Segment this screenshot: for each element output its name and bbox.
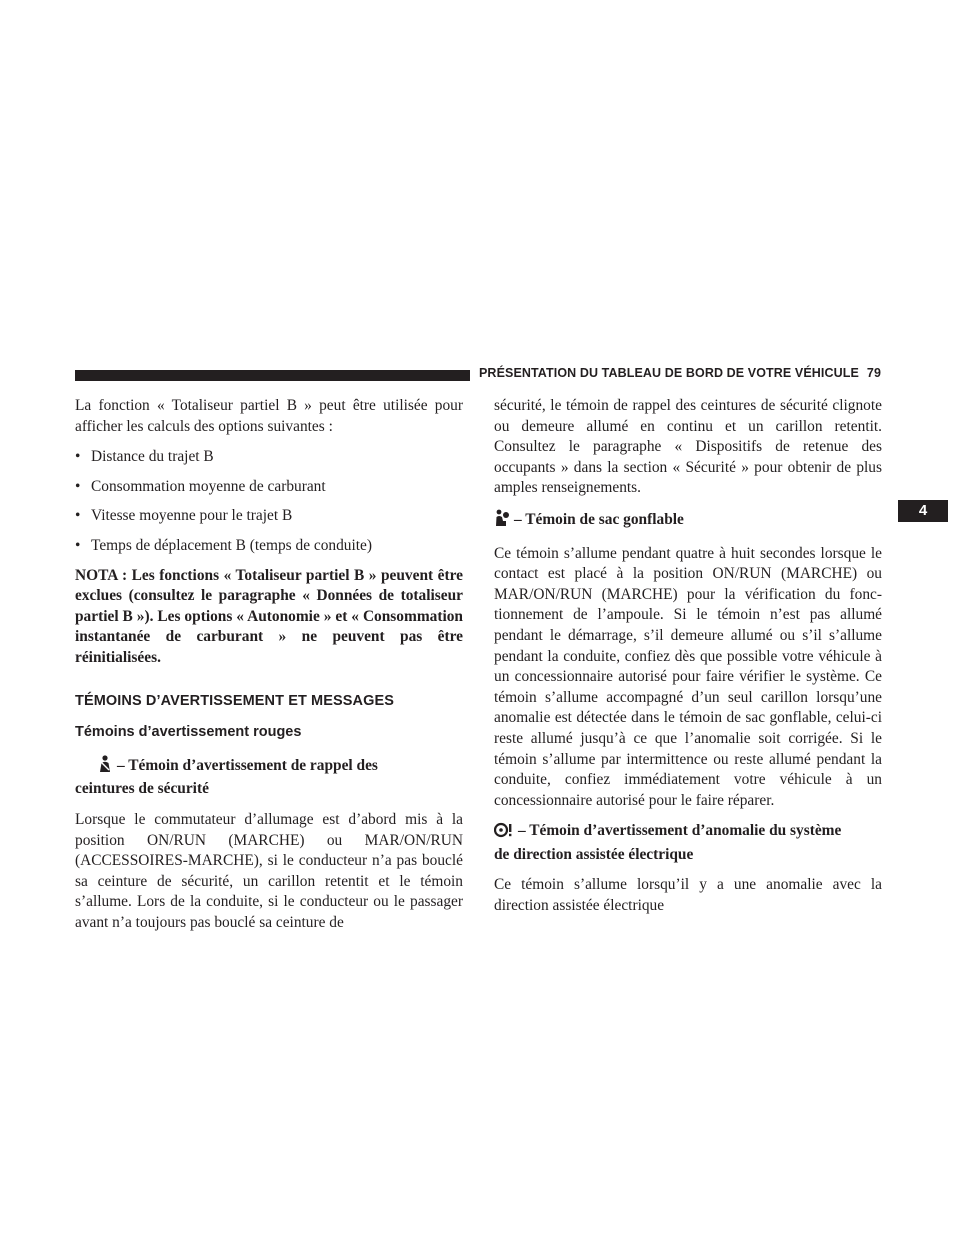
list-item: • Vitesse moyenne pour le trajet B [75, 506, 463, 527]
option-list [75, 447, 463, 556]
seatbelt-heading-line2: ceintures de sécurité [75, 780, 209, 798]
intro-paragraph: La fonction « Totaliseur partiel B » peut être utilisée pour afficher les calculs des options suivantes : [75, 397, 463, 435]
airbag-heading [494, 509, 882, 534]
page-number: 79 [866, 366, 882, 380]
seatbelt-warning-icon [97, 755, 113, 780]
list-item: • Consommation moyenne de carburant [75, 477, 463, 498]
note-paragraph: NOTA : Les fonctions « Totaliseur partiel B » peuvent être exclues (consultez le paragraphe « Données de totaliseur partiel B »). Les options « Autonomie » et « Consommation instantanée de carburant » ne peuvent pas être réinitialisées. [75, 566, 463, 666]
right-column [494, 396, 882, 927]
list-item: • Distance du trajet B [75, 447, 463, 468]
section-title: TÉMOINS D’AVERTISSEMENT ET MESSAGES [75, 692, 395, 709]
running-header [479, 366, 889, 380]
steering-heading-line1: – Témoin d’avertissement d’anomalie du système [518, 822, 842, 840]
chapter-tab: 4 [898, 500, 948, 522]
steering-body: Ce témoin s’allume lorsqu’il y a une anomalie avec la direction assistée électrique [494, 876, 882, 915]
left-column [75, 396, 463, 943]
airbag-warning-icon [494, 509, 510, 534]
list-item: • Temps de déplacement B (temps de conduite) [75, 536, 463, 557]
airbag-body: Ce témoin s’allume pendant quatre à huit secondes lorsque le contact est placé à la position ON/RUN (MARCHE) ou MAR/ON/RUN (MARCHE) pour la vérification du fonctionnement de l’ampoule. Si le témoin n’est pas allumé pendant le démarrage, s’il demeure allumé ou s’il s’allume pendant la conduite, confiez dès que possible votre véhicule à un concessionnaire autorisé pour faire vérifier le système. Ce témoin s’allume accompagné d’un seul carillon lorsqu’une anomalie est détectée dans le témoin de sac gonflable, celui-ci reste allumé jusqu’à ce que l’anomalie soit corrigée. Si le témoin s’allume par intermittence ou reste allumé pendant la conduite, confiez immédiatement votre véhicule à un concessionnaire autorisé pour le faire réparer. [494, 544, 882, 809]
steering-heading [494, 821, 882, 865]
header-rule [75, 370, 470, 381]
airbag-heading-text: – Témoin de sac gonflable [514, 510, 684, 528]
steering-heading-line2: de direction assistée électrique [494, 845, 694, 863]
seatbelt-body: Lorsque le commutateur d’allumage est d’abord mis à la position ON/RUN (MARCHE) ou MAR/ON/RUN (ACCESSOIRES-MARCHE), si le conducteur n’a pas bouclé sa ceinture de sécurité, un carillon retentit et le témoin s’allume. Lors de la conduite, si le conducteur ou le passager avant n’a toujours pas bouclé sa ceinture de [75, 810, 463, 931]
subsection-title: Témoins d’avertissement rouges [75, 724, 302, 741]
power-steering-warning-icon [494, 822, 514, 845]
seatbelt-heading [75, 755, 463, 800]
header-title: PRÉSENTATION DU TABLEAU DE BORD DE VOTRE VÉHICULE [479, 366, 859, 380]
seatbelt-heading-line1: – Témoin d’avertissement de rappel des [117, 756, 378, 774]
seatbelt-body-continued: sécurité, le témoin de rappel des ceintures de sécurité clignote ou demeure allumé en continu et un carillon retentit. Consultez le paragraphe « Dispositifs de retenue des occupants » dans la section « Sécurité » pour obtenir de plus amples renseignements. [494, 397, 882, 497]
